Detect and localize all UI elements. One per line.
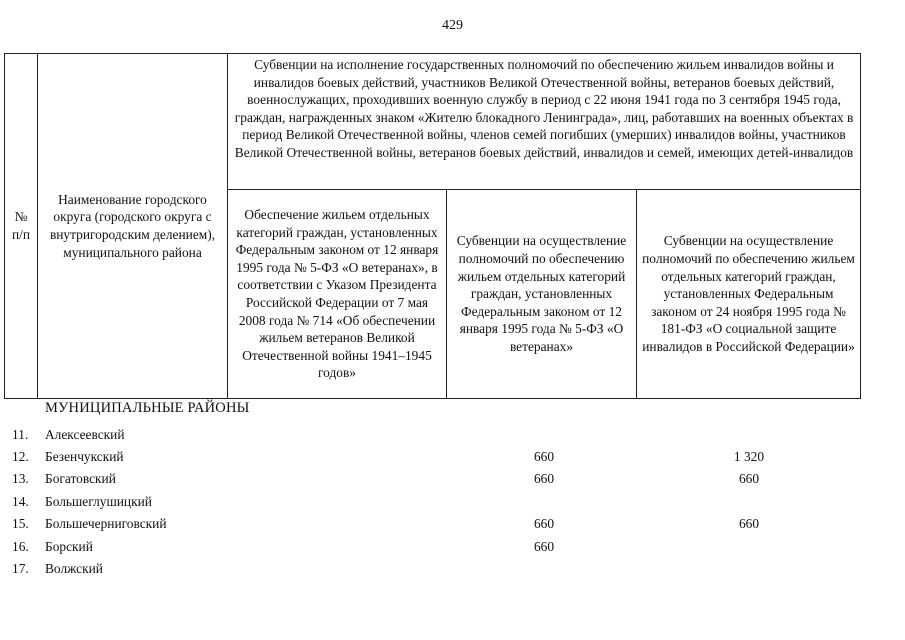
table-row (0, 539, 905, 559)
page-number: 429 (442, 18, 463, 33)
table-row (0, 516, 905, 536)
section-title: МУНИЦИПАЛЬНЫЕ РАЙОНЫ (45, 400, 250, 416)
table-header (4, 53, 861, 399)
table-row (0, 494, 905, 514)
row-value-2: 660 (738, 471, 760, 486)
row-number: 16. (12, 539, 29, 554)
row-value-2: 1 320 (733, 449, 765, 464)
header-subcol-2: Субвенции на осуществление полномочий по обеспечению жильем отдельных категорий граждан, установленных Федеральным законом от 12 января 1995 года № 5-ФЗ «О ветеранах» (447, 190, 637, 399)
row-number: 14. (12, 494, 29, 509)
row-name: Волжский (45, 561, 103, 576)
row-name: Безенчукский (45, 449, 124, 464)
row-number: 11. (12, 427, 29, 442)
row-name: Большечерниговский (45, 516, 167, 531)
header-subcol-1: Обеспечение жильем отдельных категорий граждан, установленных Федеральным законом от 12 января 1995 года № 5-ФЗ «О ветеранах», в соответствии с Указом Президента Российской Федерации от 7 мая 2008 года № 714 «Об обеспечении жильем ветеранов Великой Отечественной войны 1941–1945 годов» (228, 190, 447, 399)
header-group-title: Субвенции на исполнение государственных полномочий по обеспечению жильем инвалидов войны и инвалидов боевых действий, участников Великой Отечественной войны, ветеранов боевых действий, военнослужащих, проходивших военную службу в период с 22 июня 1941 года по 3 сентября 1945 года, граждан, награжденных знаком «Жителю блокадного Ленинграда», лиц, работавших на военных объектах в период Великой Отечественной войны, членов семей погибших (умерших) инвалидов войны, участников Великой Отечественной войны, ветеранов боевых действий, инвалидов и семей, имеющих детей-инвалидов (228, 54, 861, 190)
header-subcol-3: Субвенции на осуществление полномочий по обеспечению жильем отдельных категорий граждан, установленных Федеральным законом от 24 ноября 1995 года № 181-ФЗ «О социальной защите инвалидов в Российской Федерации» (637, 190, 861, 399)
row-value-2: 660 (738, 516, 760, 531)
table-row (0, 449, 905, 469)
row-value-1: 660 (533, 539, 555, 554)
row-number: 17. (12, 561, 29, 576)
row-name: Богатовский (45, 471, 116, 486)
row-name: Большеглушицкий (45, 494, 152, 509)
row-name: Алексеевский (45, 427, 125, 442)
header-col-name: Наименование городского округа (городского округа с внутригородским делением), муниципального района (38, 54, 228, 399)
row-number: 13. (12, 471, 29, 486)
row-name: Борский (45, 539, 93, 554)
table-row (0, 427, 905, 447)
header-col-number: № п/п (5, 54, 38, 399)
row-value-1: 660 (533, 449, 555, 464)
table-row (0, 471, 905, 491)
row-number: 15. (12, 516, 29, 531)
row-number: 12. (12, 449, 29, 464)
row-value-1: 660 (533, 471, 555, 486)
row-value-1: 660 (533, 516, 555, 531)
table-row (0, 561, 905, 581)
